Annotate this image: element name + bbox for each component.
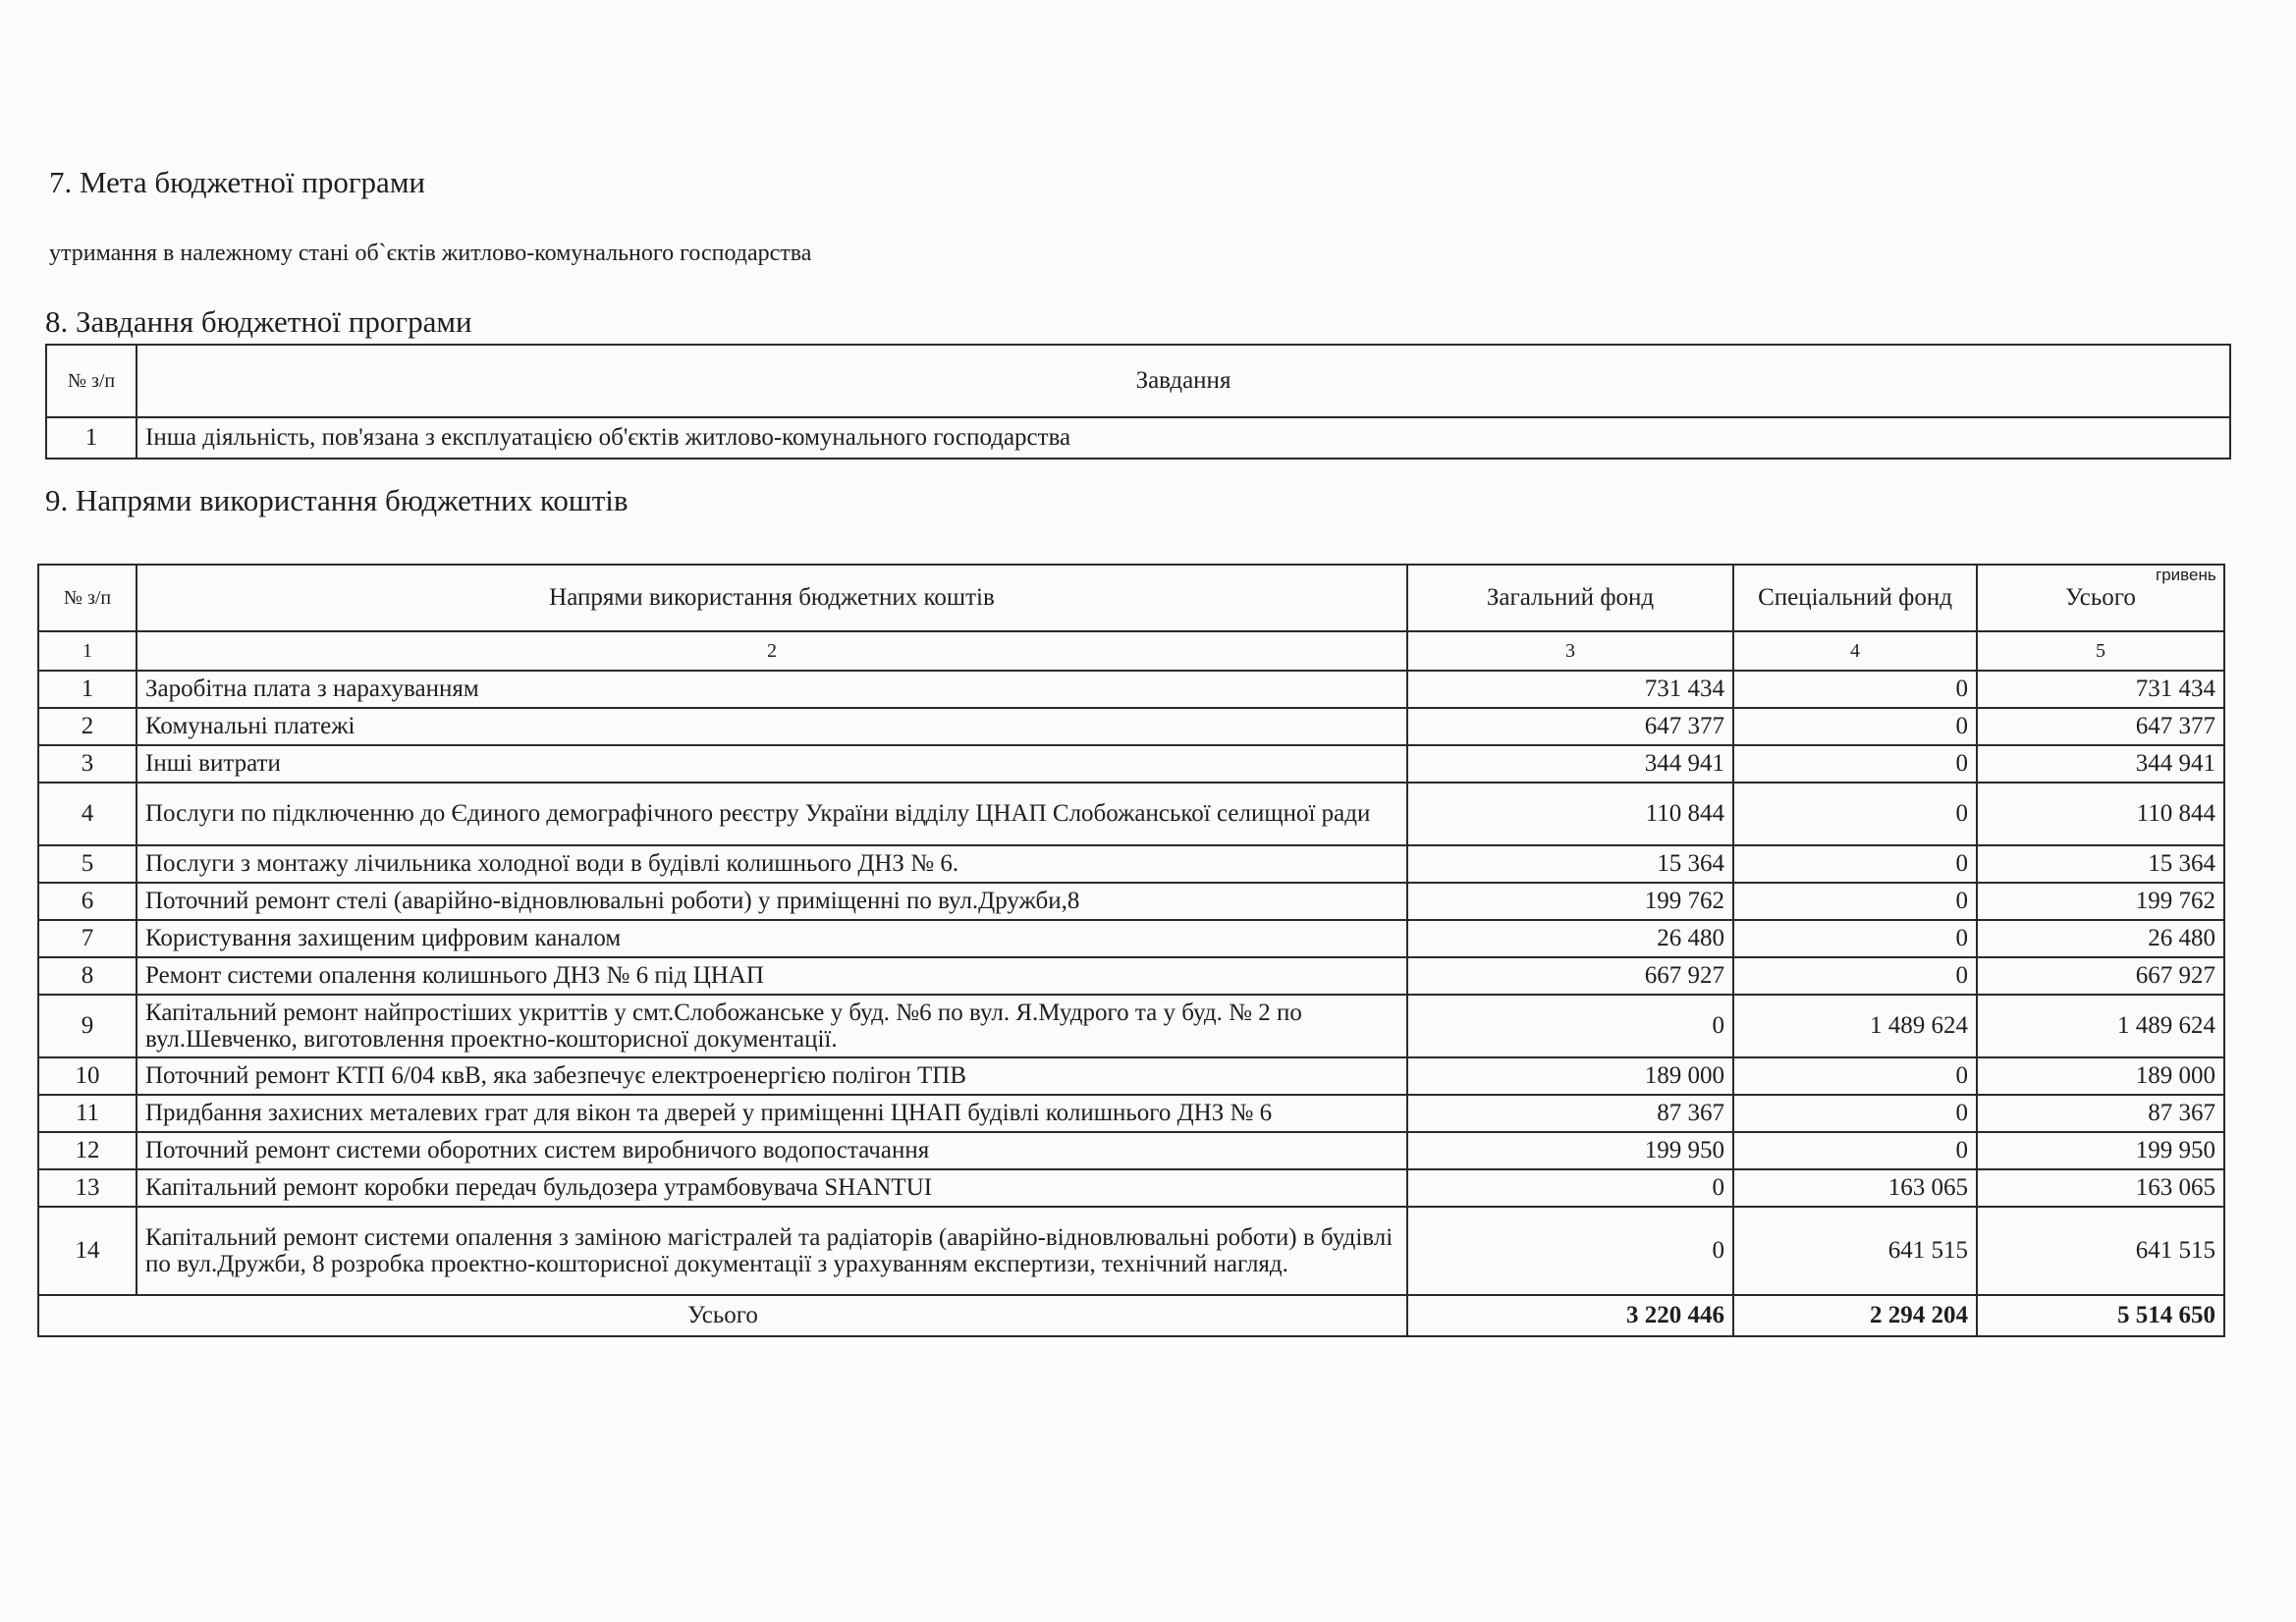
row-general: 647 377 [1407, 708, 1733, 745]
col-number-2: 2 [137, 631, 1407, 671]
row-general: 731 434 [1407, 671, 1733, 708]
row-num: 11 [38, 1095, 137, 1132]
table-row [38, 995, 2224, 1057]
section8-title: 8. Завдання бюджетної програми [45, 304, 472, 339]
section7-title: 7. Мета бюджетної програми [49, 165, 426, 199]
col-number-5: 5 [1977, 631, 2224, 671]
row-general: 667 927 [1407, 957, 1733, 995]
row-special: 0 [1733, 671, 1977, 708]
row-num: 4 [38, 783, 137, 845]
row-name: Капітальний ремонт коробки передач бульдозера утрамбовувача SHANTUI [137, 1169, 1407, 1207]
row-general: 199 950 [1407, 1132, 1733, 1169]
tasks-header-num: № з/п [46, 345, 137, 417]
row-special: 0 [1733, 883, 1977, 920]
table-row [38, 1169, 2224, 1207]
row-num: 5 [38, 845, 137, 883]
row-total: 26 480 [1977, 920, 2224, 957]
table-row [38, 783, 2224, 845]
row-special: 0 [1733, 783, 1977, 845]
tasks-row-task: Інша діяльність, пов'язана з експлуатацією об'єктів житлово-комунального господарства [137, 417, 2230, 459]
row-name: Придбання захисних металевих грат для вікон та дверей у приміщенні ЦНАП будівлі колишнього ДНЗ № 6 [137, 1095, 1407, 1132]
row-special: 0 [1733, 1132, 1977, 1169]
row-general: 0 [1407, 1169, 1733, 1207]
row-name: Комунальні платежі [137, 708, 1407, 745]
row-general: 344 941 [1407, 745, 1733, 783]
tasks-header-task: Завдання [137, 345, 2230, 417]
row-special: 0 [1733, 708, 1977, 745]
row-total: 110 844 [1977, 783, 2224, 845]
table-row [38, 1207, 2224, 1295]
row-num: 3 [38, 745, 137, 783]
budget-directions-table [37, 564, 2225, 1337]
row-special: 0 [1733, 1057, 1977, 1095]
row-general: 110 844 [1407, 783, 1733, 845]
col-number-4: 4 [1733, 631, 1977, 671]
header-direction: Напрями використання бюджетних коштів [137, 565, 1407, 631]
row-total: 15 364 [1977, 845, 2224, 883]
row-general: 199 762 [1407, 883, 1733, 920]
table-row [38, 671, 2224, 708]
row-name: Поточний ремонт стелі (аварійно-відновлювальні роботи) у приміщенні по вул.Дружби,8 [137, 883, 1407, 920]
section7-goal: утримання в належному стані об`єктів житлово-комунального господарства [49, 241, 812, 266]
table-row [38, 845, 2224, 883]
row-name: Заробітна плата з нарахуванням [137, 671, 1407, 708]
row-num: 6 [38, 883, 137, 920]
row-total: 199 950 [1977, 1132, 2224, 1169]
tasks-table [45, 344, 2231, 460]
row-total: 189 000 [1977, 1057, 2224, 1095]
table-row [46, 417, 2230, 459]
row-name: Ремонт системи опалення колишнього ДНЗ № 6 під ЦНАП [137, 957, 1407, 995]
row-num: 10 [38, 1057, 137, 1095]
row-special: 0 [1733, 1095, 1977, 1132]
row-special: 163 065 [1733, 1169, 1977, 1207]
row-special: 0 [1733, 957, 1977, 995]
row-num: 13 [38, 1169, 137, 1207]
row-name: Поточний ремонт системи оборотних систем виробничого водопостачання [137, 1132, 1407, 1169]
table-row [38, 1095, 2224, 1132]
totals-label: Усього [38, 1295, 1407, 1336]
row-num: 7 [38, 920, 137, 957]
row-general: 87 367 [1407, 1095, 1733, 1132]
row-special: 641 515 [1733, 1207, 1977, 1295]
row-general: 26 480 [1407, 920, 1733, 957]
row-num: 1 [38, 671, 137, 708]
tasks-row-num: 1 [46, 417, 137, 459]
row-name: Послуги з монтажу лічильника холодної води в будівлі колишнього ДНЗ № 6. [137, 845, 1407, 883]
row-name: Інші витрати [137, 745, 1407, 783]
table-row [38, 957, 2224, 995]
totals-general: 3 220 446 [1407, 1295, 1733, 1336]
row-special: 0 [1733, 920, 1977, 957]
table-row [38, 745, 2224, 783]
header-row [38, 565, 2224, 631]
section9-title: 9. Напрями використання бюджетних коштів [45, 483, 629, 517]
table-row [38, 708, 2224, 745]
totals-special: 2 294 204 [1733, 1295, 1977, 1336]
row-total: 87 367 [1977, 1095, 2224, 1132]
col-number-1: 1 [38, 631, 137, 671]
row-total: 199 762 [1977, 883, 2224, 920]
row-total: 1 489 624 [1977, 995, 2224, 1057]
row-general: 0 [1407, 995, 1733, 1057]
row-special: 0 [1733, 845, 1977, 883]
row-special: 1 489 624 [1733, 995, 1977, 1057]
table-row [38, 920, 2224, 957]
row-name: Поточний ремонт КТП 6/04 квВ, яка забезпечує електроенергією полігон ТПВ [137, 1057, 1407, 1095]
totals-row [38, 1295, 2224, 1336]
table-row [38, 1057, 2224, 1095]
row-special: 0 [1733, 745, 1977, 783]
header-general-fund: Загальний фонд [1407, 565, 1733, 631]
row-name: Користування захищеним цифровим каналом [137, 920, 1407, 957]
row-num: 12 [38, 1132, 137, 1169]
header-total: Усього [1977, 565, 2224, 631]
row-name: Послуги по підключенню до Єдиного демографічного реєстру України відділу ЦНАП Слобожанської селищної ради [137, 783, 1407, 845]
table-row [38, 883, 2224, 920]
table-row [38, 1132, 2224, 1169]
row-total: 641 515 [1977, 1207, 2224, 1295]
row-num: 9 [38, 995, 137, 1057]
row-num: 14 [38, 1207, 137, 1295]
row-total: 647 377 [1977, 708, 2224, 745]
row-num: 8 [38, 957, 137, 995]
row-general: 0 [1407, 1207, 1733, 1295]
row-num: 2 [38, 708, 137, 745]
row-total: 731 434 [1977, 671, 2224, 708]
row-general: 15 364 [1407, 845, 1733, 883]
header-num: № з/п [38, 565, 137, 631]
row-total: 667 927 [1977, 957, 2224, 995]
row-general: 189 000 [1407, 1057, 1733, 1095]
header-special-fund: Спеціальний фонд [1733, 565, 1977, 631]
tasks-header-row [46, 345, 2230, 417]
row-name: Капітальний ремонт найпростіших укриттів у смт.Слобожанське у буд. №6 по вул. Я.Мудрого та у буд. № 2 по вул.Шевченко, виготовлення проектно-кошторисної документації. [137, 995, 1407, 1057]
col-number-3: 3 [1407, 631, 1733, 671]
row-total: 344 941 [1977, 745, 2224, 783]
totals-total: 5 514 650 [1977, 1295, 2224, 1336]
column-numbers-row [38, 631, 2224, 671]
unit-label: гривень [2156, 566, 2216, 584]
row-name: Капітальний ремонт системи опалення з заміною магістралей та радіаторів (аварійно-відновлювальні роботи) в будівлі по вул.Дружби, 8 розробка проектно-кошторисної документації з урахуванням експертизи, технічний нагляд. [137, 1207, 1407, 1295]
row-total: 163 065 [1977, 1169, 2224, 1207]
